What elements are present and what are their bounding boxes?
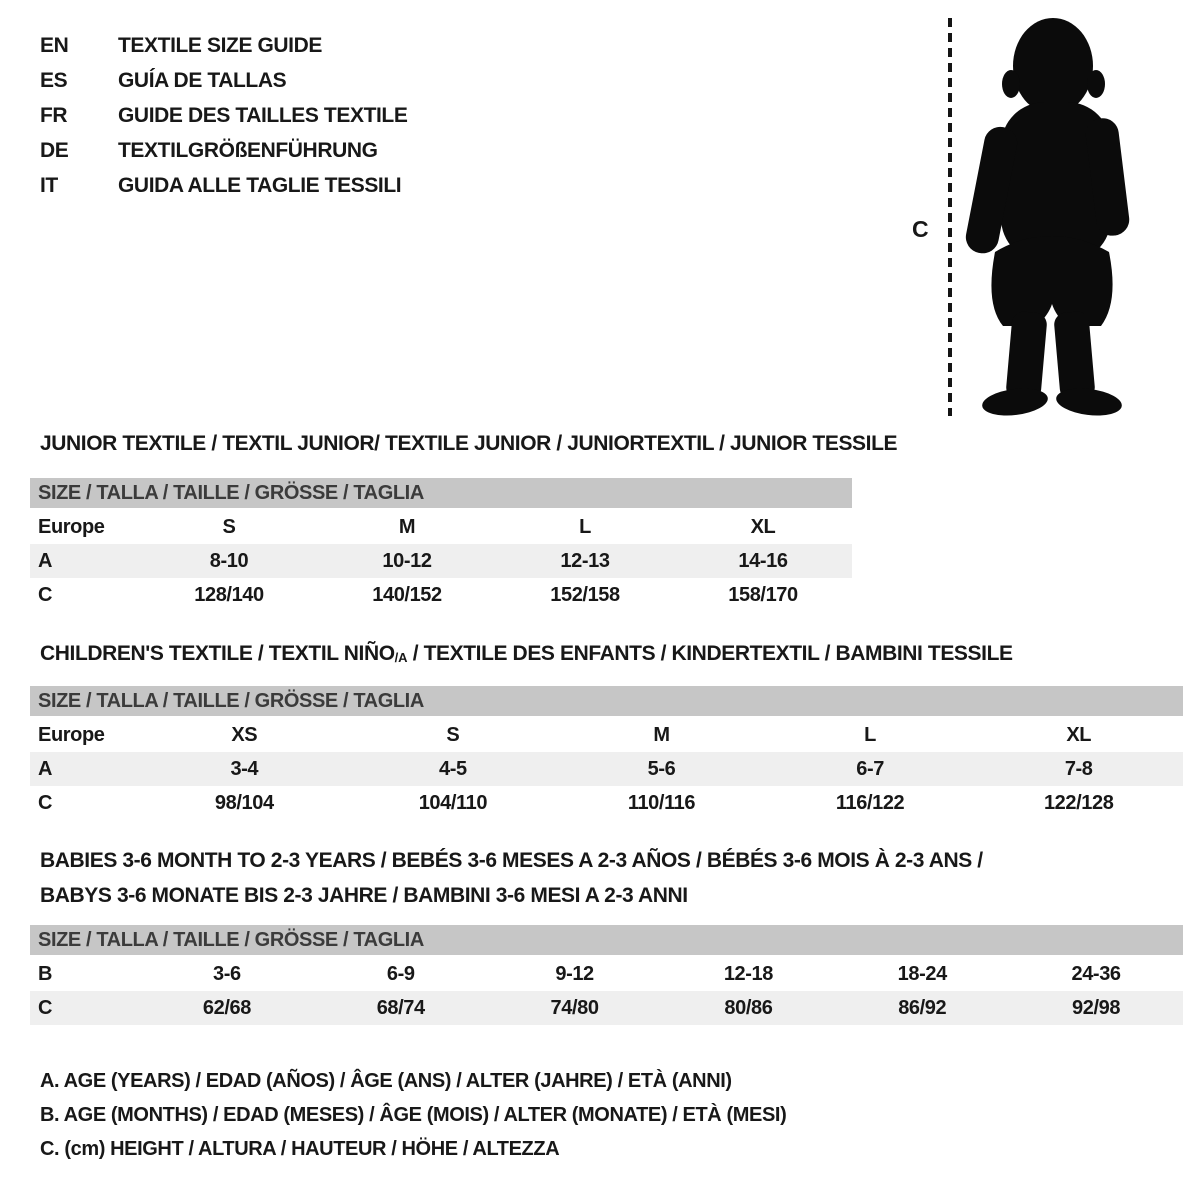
size-cell: 18-24: [897, 962, 947, 985]
language-code: EN: [40, 33, 69, 57]
row-label: A: [38, 549, 53, 572]
table-row: [30, 752, 1183, 786]
size-cell: 98/104: [214, 791, 274, 814]
size-table-babies: [30, 925, 1183, 1025]
size-cell: 9-12: [555, 962, 594, 985]
size-cell: 104/110: [418, 791, 488, 814]
size-cell: 116/122: [835, 791, 905, 814]
size-cell: S: [222, 515, 236, 538]
row-label: B: [38, 962, 53, 985]
size-cell: 110/116: [627, 791, 696, 814]
size-cell: 3-6: [213, 962, 241, 985]
section-title-junior: JUNIOR TEXTILE / TEXTIL JUNIOR/ TEXTILE JUNIOR / JUNIORTEXTIL / JUNIOR TESSILE: [40, 432, 898, 455]
size-cell: 3-4: [230, 757, 259, 780]
guide-title: TEXTILGRÖßENFÜHRUNG: [118, 138, 378, 162]
table-row: [30, 510, 852, 544]
language-row: [40, 28, 407, 63]
size-cell: L: [864, 723, 876, 746]
table-row: [30, 991, 1183, 1025]
size-cell: 158/170: [728, 583, 798, 606]
size-cell: 128/140: [194, 583, 264, 606]
row-label: C: [38, 583, 53, 606]
language-row: [40, 98, 407, 133]
language-code: DE: [40, 138, 69, 162]
guide-title: GUIDE DES TAILLES TEXTILE: [118, 103, 408, 127]
row-label: C: [38, 791, 53, 814]
table-row: [30, 786, 1183, 820]
table-header: SIZE / TALLA / TAILLE / GRÖSSE / TAGLIA: [30, 686, 1183, 716]
table-row: [30, 718, 1183, 752]
guide-title: GUIDA ALLE TAGLIE TESSILI: [118, 173, 402, 197]
section-title-babies: [40, 843, 983, 913]
height-measure-dashed-line: [948, 18, 952, 416]
size-cell: 92/98: [1072, 996, 1121, 1019]
language-code: FR: [40, 103, 68, 127]
size-table-junior: [30, 478, 852, 612]
language-code: IT: [40, 173, 58, 197]
size-cell: M: [653, 723, 670, 746]
size-cell: 4-5: [439, 757, 467, 780]
size-cell: 62/68: [202, 996, 251, 1019]
size-cell: 152/158: [550, 583, 620, 606]
size-cell: 80/86: [724, 996, 773, 1019]
size-cell: 8-10: [209, 549, 249, 572]
size-cell: 24-36: [1071, 962, 1121, 985]
section-title-line: BABIES 3-6 MONTH TO 2-3 YEARS / BEBÉS 3-6 MESES A 2-3 AÑOS / BÉBÉS 3-6 MOIS À 2-3 ANS /: [40, 849, 983, 872]
table-row: [30, 578, 852, 612]
legend-line-height-cm: C. (cm) HEIGHT / ALTURA / HAUTEUR / HÖHE / ALTEZZA: [40, 1138, 560, 1160]
legend-line-age-months: B. AGE (MONTHS) / EDAD (MESES) / ÂGE (MOIS) / ALTER (MONATE) / ETÀ (MESI): [40, 1104, 787, 1126]
language-row: [40, 63, 407, 98]
guide-title: TEXTILE SIZE GUIDE: [118, 33, 322, 57]
size-cell: M: [398, 515, 416, 538]
section-title-part: CHILDREN'S TEXTILE / TEXTIL NIÑO: [40, 642, 395, 665]
size-cell: 140/152: [372, 583, 442, 606]
table-header: SIZE / TALLA / TAILLE / GRÖSSE / TAGLIA: [30, 925, 1183, 955]
row-label: Europe: [38, 515, 105, 538]
size-cell: 12-13: [560, 549, 610, 572]
size-cell: 12-18: [723, 962, 773, 985]
table-row: [30, 544, 852, 578]
size-cell: XL: [1066, 723, 1092, 746]
language-title-list: [40, 28, 407, 203]
legend-line-age-years: A. AGE (YEARS) / EDAD (AÑOS) / ÂGE (ANS) / ALTER (JAHRE) / ETÀ (ANNI): [40, 1070, 732, 1092]
height-measure-label: C: [912, 216, 929, 242]
size-cell: 68/74: [376, 996, 425, 1019]
size-cell: XL: [750, 515, 776, 538]
language-code: ES: [40, 68, 68, 92]
section-title-subscript: /A: [394, 650, 408, 665]
row-label: Europe: [38, 723, 105, 746]
toddler-silhouette-icon: [963, 14, 1138, 418]
table-header: SIZE / TALLA / TAILLE / GRÖSSE / TAGLIA: [30, 478, 852, 508]
size-cell: 14-16: [738, 549, 788, 572]
section-title-children: [40, 642, 1013, 666]
size-cell: 7-8: [1064, 757, 1093, 780]
size-cell: L: [579, 515, 591, 538]
size-cell: 6-7: [856, 757, 884, 780]
size-cell: S: [446, 723, 460, 746]
row-label: A: [38, 757, 53, 780]
language-row: [40, 133, 407, 168]
size-cell: XS: [231, 723, 258, 746]
section-title-part: / TEXTILE DES ENFANTS / KINDERTEXTIL / BAMBINI TESSILE: [407, 642, 1013, 665]
size-cell: 5-6: [647, 757, 676, 780]
size-cell: 10-12: [382, 549, 432, 572]
size-cell: 6-9: [386, 962, 415, 985]
size-cell: 122/128: [1043, 791, 1114, 814]
measurement-legend: [40, 1064, 786, 1166]
guide-title: GUÍA DE TALLAS: [118, 68, 287, 92]
language-row: [40, 168, 407, 203]
size-cell: 86/92: [898, 996, 947, 1019]
row-label: C: [38, 996, 53, 1019]
section-title-line: BABYS 3-6 MONATE BIS 2-3 JAHRE / BAMBINI 3-6 MESI A 2-3 ANNI: [40, 884, 688, 907]
size-cell: 74/80: [550, 996, 599, 1019]
table-row: [30, 957, 1183, 991]
size-table-children: [30, 686, 1183, 820]
